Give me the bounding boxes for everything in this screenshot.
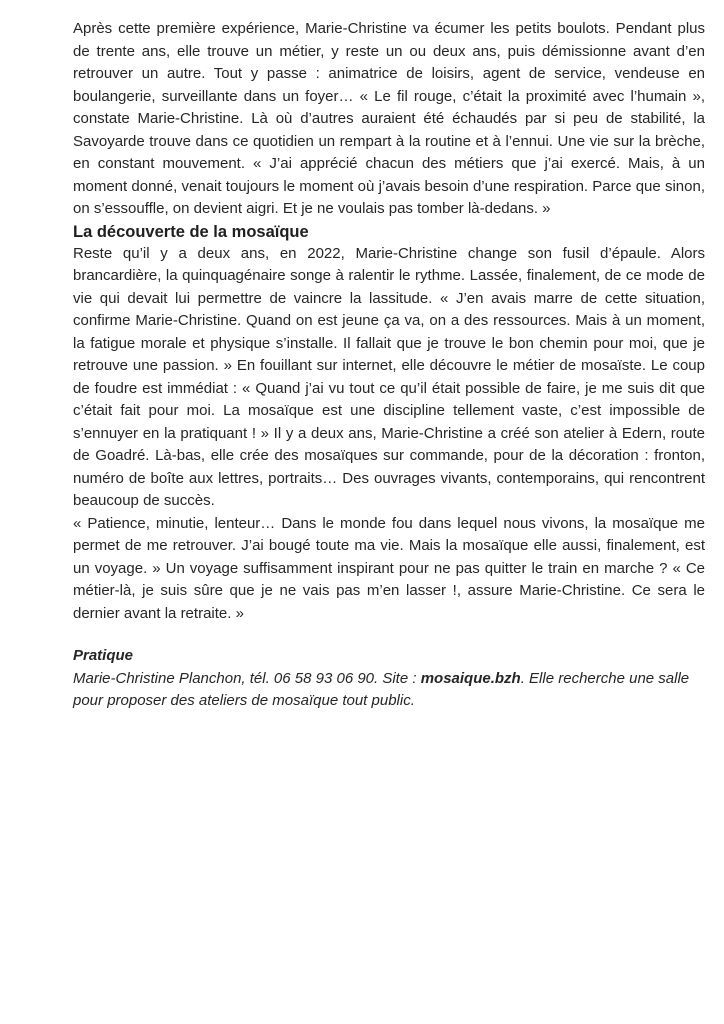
website-link[interactable]: mosaique.bzh bbox=[420, 669, 521, 687]
paragraph-section-1: Reste qu’il y a deux ans, en 2022, Marie-Christine change son fusil d’épaule. Alors brancardière, la quinquagénaire songe à ralentir le rythme. Lassée, finalement, de ce mode de vie qui devait lui permettre de vaincre la lassitude. « J’en avais marre de cette situation, confirme Marie-Christine. Quand on est jeune ça va, on a des ressources. Mais à un moment, la fatigue morale et physique s’installe. Il fallait que je trouve le bon chemin pour moi, que je retrouve une passion. » En fouillant sur internet, elle découvre le métier de mosaïste. Le coup de foudre est immédiat : « Quand j’ai vu tout ce qu’il était possible de faire, je me suis dit que c’était fait pour moi. La mosaïque est une discipline tellement vaste, c’est impossible de s’ennuyer en la pratiquant ! » Il y a deux ans, Marie-Christine a créé son atelier à Edern, route de Goadré. Là-bas, elle crée des mosaïques sur commande, pour de la décoration : fronton, numéro de boîte aux lettres, portraits… Des ouvrages vivants, contemporains, qui rencontrent beaucoup de succès. bbox=[73, 244, 705, 509]
paragraph-intro: Après cette première expérience, Marie-Christine va écumer les petits boulots. Pendant plus de trente ans, elle trouve un métier, y reste un ou deux ans, puis démissionne avant d’en retrouver un autre. Tout y passe : animatrice de loisirs, agent de service, vendeuse en boulangerie, surveillante dans un foyer… « Le fil rouge, c’était la proximité avec l’humain », constate Marie-Christine. Là où d’autres auraient été échaudés par si peu de stabilité, la Savoyarde trouve dans ce quotidien un rempart à la routine et à l’ennui. Une vie sur la brèche, en constant mouvement. « J’ai apprécié chacun des métiers que j’ai exercé. Mais, à un moment donné, venait toujours le moment où j’avais besoin d’une respiration. Parce que sinon, on s’essouffle, on devient aigri. Et je ne voulais pas tomber là-dedans. » bbox=[73, 20, 705, 217]
article-body bbox=[73, 18, 705, 713]
paragraph-section-2: « Patience, minutie, lenteur… Dans le monde fou dans lequel nous vivons, la mosaïque me permet de me retrouver. J’ai bougé toute ma vie. Mais la mosaïque elle aussi, finalement, est un voyage. » Un voyage suffisamment inspirant pour ne pas quitter le train en marche ? « Ce métier-là, je suis sûre que je ne vais pas m’en lasser !, assure Marie-Christine. Ce sera le dernier avant la retraite. » bbox=[73, 514, 705, 622]
section-subheading: La découverte de la mosaïque bbox=[73, 222, 309, 241]
practical-title: Pratique bbox=[73, 647, 134, 664]
practical-text-before: Marie-Christine Planchon, tél. 06 58 93 06 90. Site : bbox=[73, 669, 421, 687]
practical-info-box bbox=[73, 645, 705, 713]
practical-text-after: . Elle recherche une salle pour proposer des ateliers de mosaïque tout public. bbox=[73, 669, 690, 709]
